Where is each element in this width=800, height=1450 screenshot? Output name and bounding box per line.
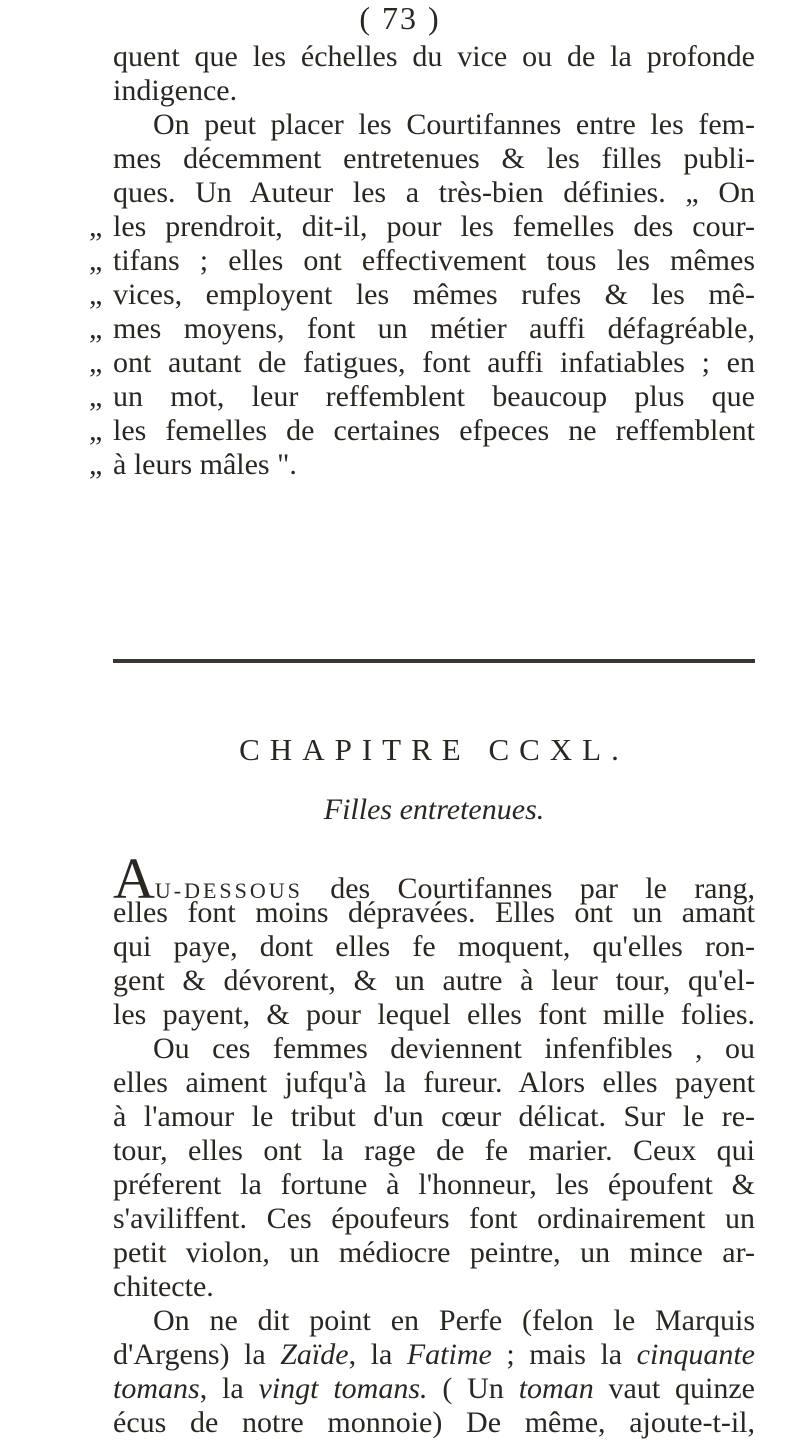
quote-mark: „ [89,414,103,447]
text-line-first: AU-DESSOUS des Courtifannes par le rang, [113,846,755,911]
text-line: tomans, la vingt tomans. ( Un toman vaut quinze [113,1372,755,1405]
quote-mark: „ [89,312,103,345]
text-line: petit violon, un médiocre peintre, un mince ar- [113,1236,755,1269]
page-number: ( 73 ) [359,0,441,36]
chapter-subtitle: Filles entretenues. [323,793,545,826]
text-line: On peut placer les Courtifannes entre les fem- [153,108,755,141]
quote-line: „ tifans ; elles ont effectivement tous les mêmes [89,244,755,277]
text-line: indigence. [113,74,238,107]
intro-passage [113,40,755,210]
title-tomans: tomans [113,1372,200,1405]
text-line: Ou ces femmes deviennent infenfibles , ou [153,1032,755,1065]
quote-line: „ ont autant de fatigues, font auffi infatiables ; en [89,346,755,379]
text-line: les payent, & pour lequel elles font mille folies. [113,998,755,1031]
quote-mark: „ [89,380,103,413]
text-line: chitecte. [113,1270,214,1303]
chapter-heading: CHAPITRE CCXL. [239,732,629,767]
text-line: elles font moins dépravées. Elles ont un amant [113,896,755,929]
quote-line: „ à leurs mâles ". [89,448,297,481]
quote-line: „ un mot, leur reffemblent beaucoup plus que [89,380,755,413]
text-line: On ne dit point en Perfe (felon le Marquis [153,1304,755,1337]
text-line: elles aiment jufqu'à la fureur. Alors elles payent [113,1066,755,1099]
text-line: quent que les échelles du vice ou de la profonde [113,40,755,73]
text-line: gent & dévorent, & un autre à leur tour, qu'el- [113,964,755,997]
text-line: à l'amour le tribut d'un cœur délicat. Sur le re- [113,1100,755,1133]
quote-mark: „ [89,346,103,379]
text-line: s'aviliffent. Ces époufeurs font ordinairement un [113,1202,755,1235]
text-line: écus de notre monnoie) De même, ajoute-t-il, [113,1406,755,1439]
small-caps-word: U-DESSOUS [154,878,303,903]
quote-line: „ mes moyens, font un métier auffi défagréable, [89,312,755,345]
quote-mark: „ [89,278,103,311]
drop-cap: A [113,846,155,911]
text-line: ques. Un Auteur les a très-bien définies. „ On [113,176,755,209]
quote-line: „ les femelles de certaines efpeces ne reffemblent [89,414,755,447]
quoted-passage [89,210,755,482]
title-cinquante: cinquante [636,1338,755,1371]
word-toman: toman [518,1372,594,1405]
quote-line: „ les prendroit, dit-il, pour les femelles des cour- [89,210,755,243]
title-vingt-tomans: vingt tomans. [258,1372,428,1405]
title-fatime: Fatime [406,1338,492,1371]
text-line: mes décemment entretenues & les filles publi- [113,142,755,175]
quote-mark: „ [89,244,103,277]
section-divider [113,659,755,663]
quote-mark: „ [89,210,103,243]
text-line: préferent la fortune à l'honneur, les époufent & [113,1168,755,1201]
text-line: tour, elles ont la rage de fe marier. Ceux qui [113,1134,755,1167]
quote-line: „ vices, employent les mêmes rufes & les mê- [89,278,755,311]
chapter-body [113,846,755,1440]
title-zaide: Zaïde [280,1338,349,1371]
text-line: d'Argens) la Zaïde, la Fatime ; mais la cinquante [113,1338,755,1371]
quote-mark: „ [89,448,103,481]
text-line: qui paye, dont elles fe moquent, qu'elles ron- [113,930,755,963]
